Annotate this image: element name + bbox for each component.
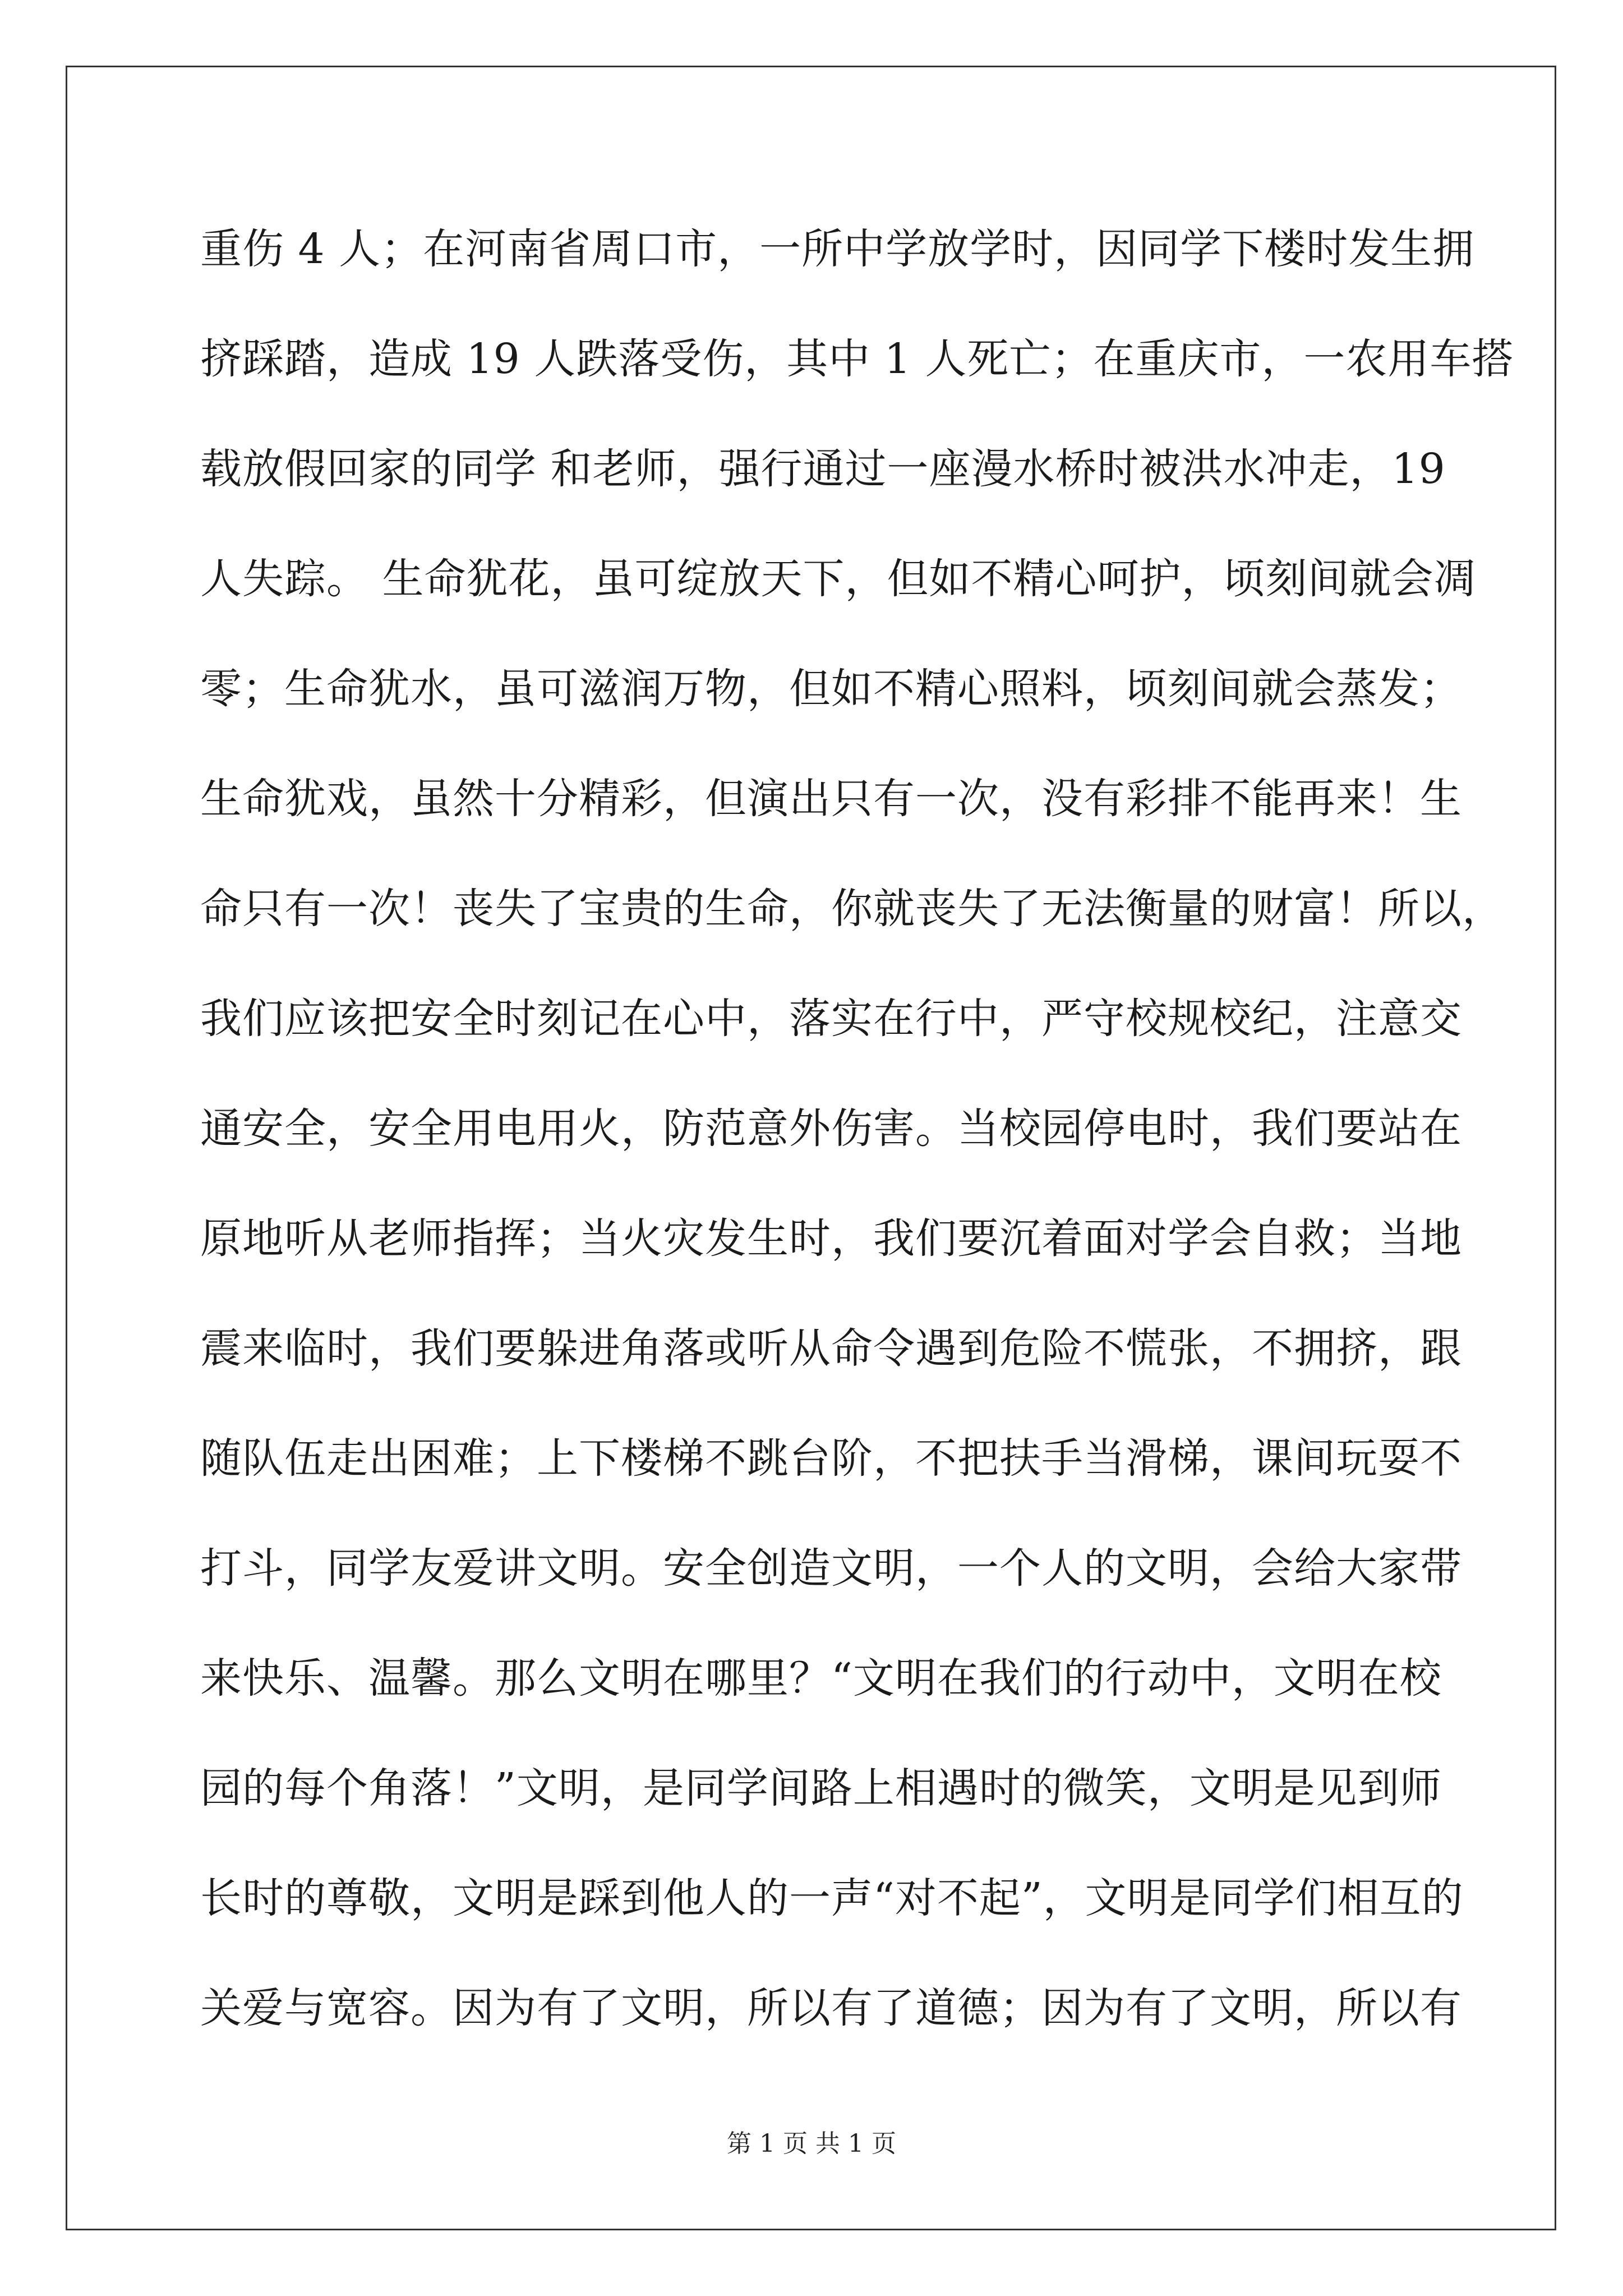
text-line: 园的每个角落！”文明，是同学间路上相遇时的微笑，文明是见到师 (200, 1764, 1442, 1812)
text-line: 人失踪。 生命犹花，虽可绽放天下，但如不精心呵护，顷刻间就会凋 (200, 555, 1476, 603)
text-line: 零；生命犹水，虽可滋润万物，但如不精心照料，顷刻间就会蒸发； (200, 665, 1462, 713)
text-line: 生命犹戏，虽然十分精彩，但演出只有一次，没有彩排不能再来！生 (200, 775, 1462, 823)
text-line: 原地听从老师指挥；当火灾发生时，我们要沉着面对学会自救；当地 (200, 1214, 1462, 1263)
text-line: 随队伍走出困难；上下楼梯不跳台阶，不把扶手当滑梯，课间玩耍不 (200, 1434, 1462, 1483)
text-line: 通安全，安全用电用火，防范意外伤害。当校园停电时，我们要站在 (200, 1105, 1462, 1153)
document-body (200, 215, 1514, 2085)
text-line: 我们应该把安全时刻记在心中，落实在行中，严守校规校纪，注意交 (200, 995, 1462, 1043)
text-line: 长时的尊敬，文明是踩到他人的一声“对不起”，文明是同学们相互的 (200, 1874, 1464, 1922)
text-line: 打斗，同学友爱讲文明。安全创造文明，一个人的文明，会给大家带 (200, 1544, 1462, 1593)
text-line: 震来临时，我们要躲进角落或听从命令遇到危险不慌张，不拥挤，跟 (200, 1324, 1462, 1373)
text-line: 重伤 4 人；在河南省周口市，一所中学放学时，因同学下楼时发生拥 (200, 225, 1475, 273)
text-line: 关爱与宽容。因为有了文明，所以有了道德；因为有了文明，所以有 (200, 1984, 1462, 2032)
text-line: 来快乐、温馨。那么文明在哪里？“文明在我们的行动中，文明在校 (200, 1654, 1442, 1703)
text-line: 命只有一次！丧失了宝贵的生命，你就丧失了无法衡量的财富！所以， (200, 885, 1504, 933)
text-line: 载放假回家的同学 和老师，强行通过一座漫水桥时被洪水冲走，19 (200, 445, 1446, 493)
page-number-footer: 第 1 页 共 1 页 (727, 2129, 896, 2158)
text-line: 挤踩踏，造成 19 人跌落受伤，其中 1 人死亡；在重庆市，一农用车搭 (200, 335, 1514, 383)
